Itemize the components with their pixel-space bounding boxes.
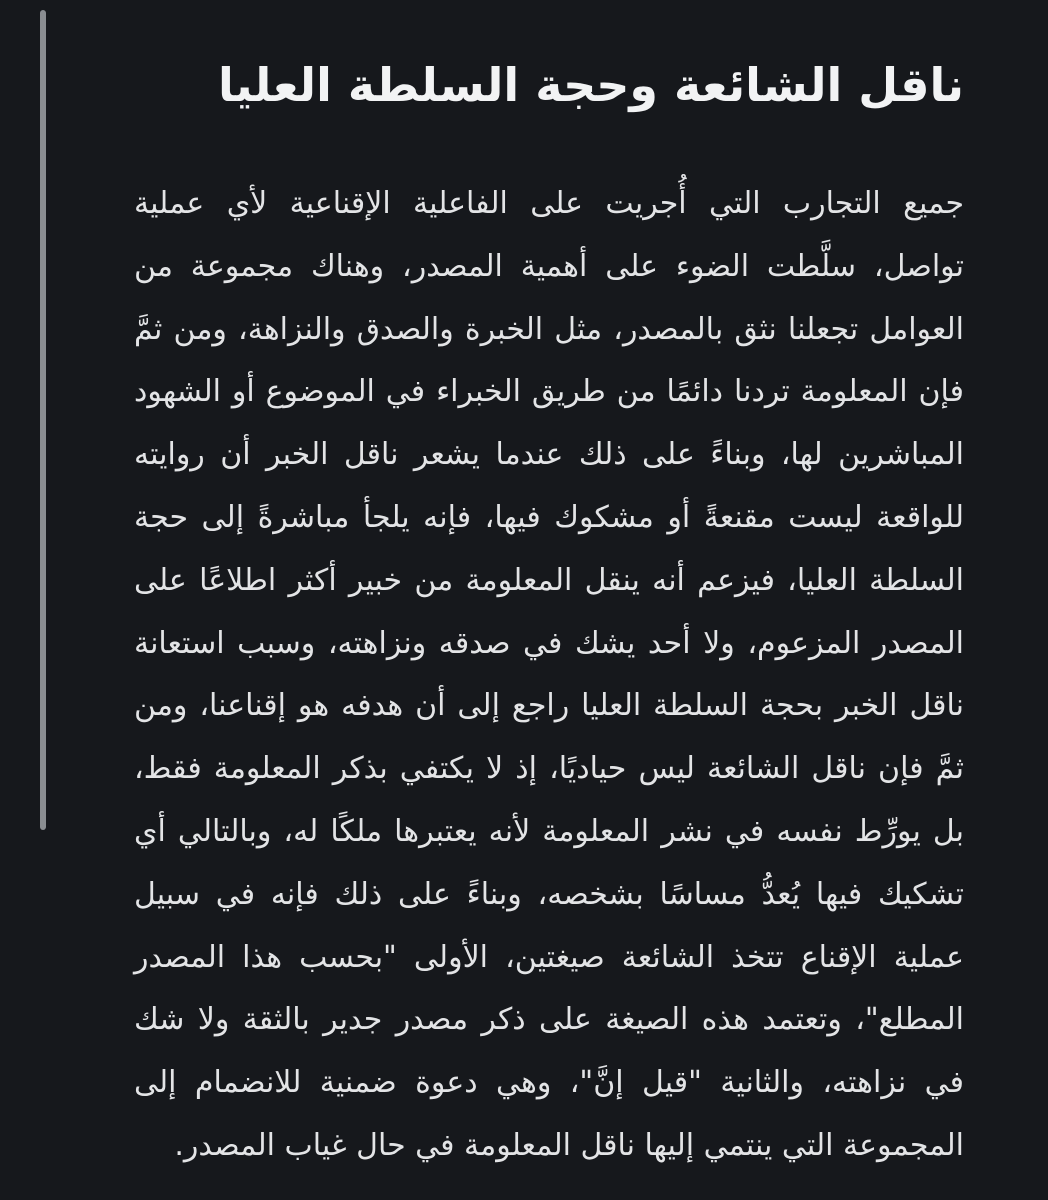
- body-line: تواصل، سلَّطت الضوء على أهمية المصدر، وهناك مجموعة من: [134, 248, 964, 284]
- body-line: للواقعة ليست مقنعةً أو مشكوك فيها، فإنه يلجأ مباشرةً إلى حجة: [134, 499, 964, 535]
- body-line: ثمَّ فإن ناقل الشائعة ليس حياديًا، إذ لا يكتفي بذكر المعلومة فقط،: [134, 751, 964, 787]
- body-line: فإن المعلومة تردنا دائمًا من طريق الخبراء في الموضوع أو الشهود: [134, 374, 964, 410]
- body-line: العوامل تجعلنا نثق بالمصدر، مثل الخبرة والصدق والنزاهة، ومن ثمَّ: [134, 311, 964, 347]
- article-body: [134, 173, 964, 1178]
- body-line: المجموعة التي ينتمي إليها ناقل المعلومة في حال غياب المصدر.: [174, 1127, 964, 1163]
- body-line: المباشرين لها، وبناءً على ذلك عندما يشعر ناقل الخبر أن روايته: [134, 437, 964, 473]
- body-line: تشكيك فيها يُعدُّ مساسًا بشخصه، وبناءً على ذلك فإنه في سبيل: [134, 876, 964, 912]
- article-title: ناقل الشائعة وحجة السلطة العليا: [218, 58, 964, 112]
- body-line: السلطة العليا، فيزعم أنه ينقل المعلومة من خبير أكثر اطلاعًا على: [134, 562, 964, 598]
- quote-bar: [40, 10, 46, 830]
- article: [70, 50, 964, 1178]
- body-line: بل يورِّط نفسه في نشر المعلومة لأنه يعتبرها ملكًا له، وبالتالي أي: [134, 813, 964, 849]
- body-line: ناقل الخبر بحجة السلطة العليا راجع إلى أن هدفه هو إقناعنا، ومن: [134, 688, 964, 724]
- body-line: في نزاهته، والثانية "قيل إنَّ"، وهي دعوة ضمنية للانضمام إلى: [134, 1065, 964, 1101]
- body-line: المطلع"، وتعتمد هذه الصيغة على ذكر مصدر جدير بالثقة ولا شك: [134, 1002, 964, 1038]
- body-line: المصدر المزعوم، ولا أحد يشك في صدقه ونزاهته، وسبب استعانة: [134, 625, 964, 661]
- body-line: عملية الإقناع تتخذ الشائعة صيغتين، الأولى "بحسب هذا المصدر: [134, 939, 964, 975]
- body-line: جميع التجارب التي أُجريت على الفاعلية الإقناعية لأي عملية: [134, 186, 964, 221]
